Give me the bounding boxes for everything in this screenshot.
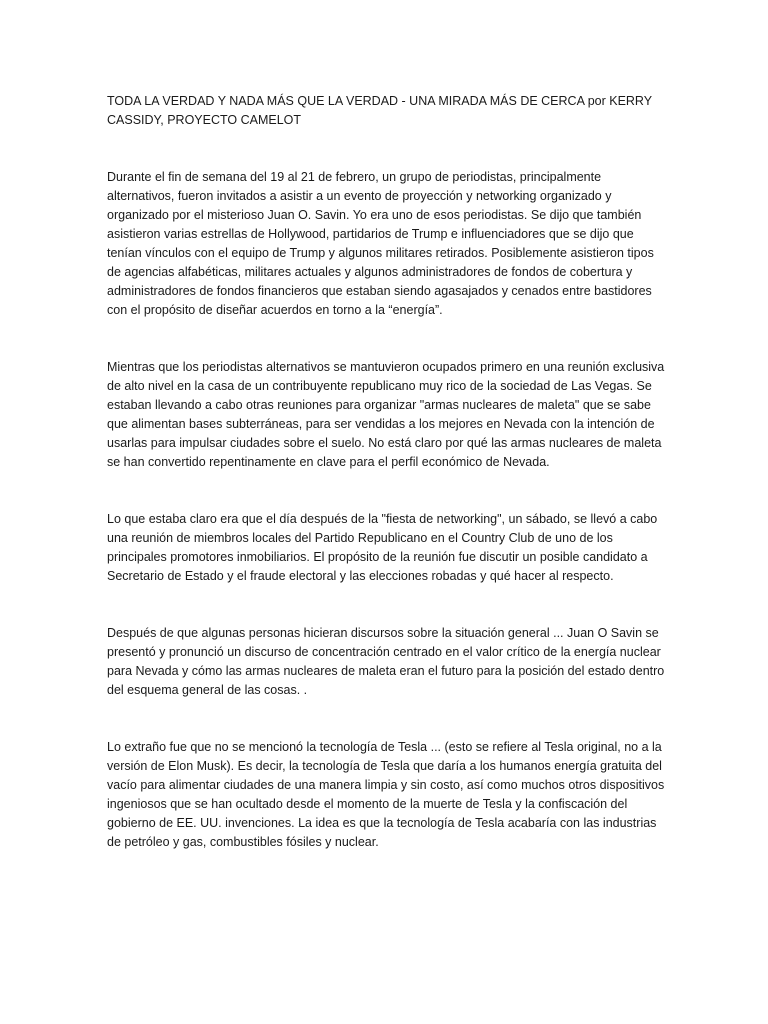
document-title: TODA LA VERDAD Y NADA MÁS QUE LA VERDAD - UNA MIRADA MÁS DE CERCA por KERRY CASSIDY, PROYECTO CAMELOT — [107, 94, 652, 127]
paragraph: Lo que estaba claro era que el día después de la "fiesta de networking", un sábado, se llevó a cabo una reunión de miembros locales del Partido Republicano en el Country Club de uno de los principales promotores inmobiliarios. El propósito de la reunión fue discutir un posible candidato a Secretario de Estado y el fraude electoral y las elecciones robadas y qué hacer al respecto. — [107, 512, 658, 583]
paragraph: Mientras que los periodistas alternativos se mantuvieron ocupados primero en una reunión exclusiva de alto nivel en la casa de un contribuyente republicano muy rico de la sociedad de Las Vegas. Se estaban llevando a cabo otras reuniones para organizar "armas nucleares de maleta" que se sabe que alimentan bases subterráneas, para ser vendidas a los mejores en Nevada con la intención de usarlas para impulsar ciudades sobre el suelo. No está claro por qué las armas nucleares de maleta se han convertido repentinamente en clave para el perfil económico de Nevada. — [107, 360, 665, 469]
paragraph: Durante el fin de semana del 19 al 21 de febrero, un grupo de periodistas, principalmente alternativos, fueron invitados a asistir a un evento de proyección y networking organizado y organizado por el misterioso Juan O. Savin. Yo era uno de esos periodistas. Se dijo que también asistieron varias estrellas de Hollywood, partidarios de Trump e influenciadores que se dijo que tenían vínculos con el equipo de Trump y algunos militares retirados. Posiblemente asistieron tipos de agencias alfabéticas, militares actuales y algunos administradores de fondos de cobertura y administradores de fondos financieros que estaban siendo agasajados y cenados entre bastidores con el propósito de diseñar acuerdos en torno a la “energía”. — [107, 170, 654, 317]
paragraph: Lo extraño fue que no se mencionó la tecnología de Tesla ... (esto se refiere al Tesla original, no a la versión de Elon Musk). Es decir, la tecnología de Tesla que daría a los humanos energía gratuita del vacío para alimentar ciudades de una manera limpia y sin costo, así como muchos otros dispositivos ingeniosos que se han ocultado desde el momento de la muerte de Tesla y la confiscación del gobierno de EE. UU. invenciones. La idea es que la tecnología de Tesla acabaría con las industrias de petróleo y gas, combustibles fósiles y nuclear. — [107, 740, 665, 849]
paragraph: Después de que algunas personas hicieran discursos sobre la situación general ... Juan O Savin se presentó y pronunció un discurso de concentración centrado en el valor crítico de la energía nuclear para Nevada y cómo las armas nucleares de maleta eran el futuro para la posición del estado dentro del esquema general de las cosas. . — [107, 626, 665, 697]
